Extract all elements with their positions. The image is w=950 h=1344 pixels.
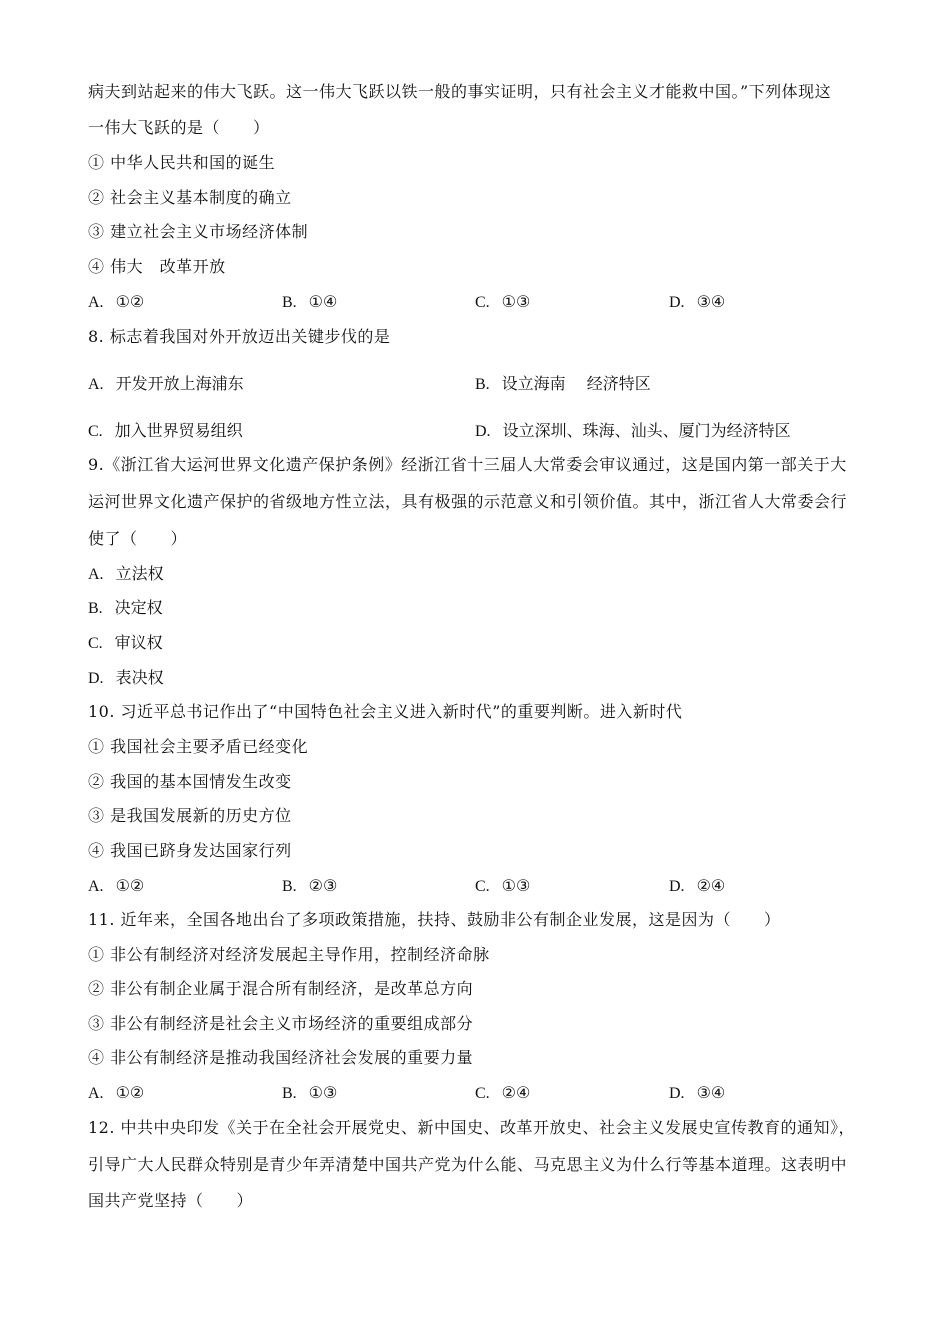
option-letter: B. xyxy=(282,1085,297,1102)
q8-option-a xyxy=(88,374,244,395)
q9-stem-line-2: 运河世界文化遗产保护的省级地方性立法，具有极强的示范意义和引领价值。其中，浙江省人大常委会行 xyxy=(88,492,848,511)
option-text: ②③ xyxy=(308,876,338,895)
option-letter: A. xyxy=(88,294,104,311)
q7-option-d xyxy=(669,292,725,313)
option-letter: C. xyxy=(475,294,490,311)
option-letter: D. xyxy=(475,423,491,440)
option-letter: C. xyxy=(475,1085,490,1102)
option-letter: D. xyxy=(669,294,685,311)
option-text: 立法权 xyxy=(115,564,164,583)
option-text: ②④ xyxy=(696,876,726,895)
q10-item-1: ① 我国社会主要矛盾已经变化 xyxy=(88,737,309,756)
q10-item-2: ② 我国的基本国情发生改变 xyxy=(88,772,292,791)
q10-item-3: ③ 是我国发展新的历史方位 xyxy=(88,806,292,825)
q10-option-a xyxy=(88,876,144,897)
option-text: 设立海南 经济特区 xyxy=(501,374,651,393)
option-letter: D. xyxy=(669,878,685,895)
q10-item-4: ④ 我国已跻身发达国家行列 xyxy=(88,841,292,860)
q10-option-b xyxy=(282,876,337,897)
q12-stem-line-3: 国共产党坚持（ ） xyxy=(88,1191,254,1210)
q7-stem-line-1: 病夫到站起来的伟大飞跃。这一伟大飞跃以铁一般的事实证明，只有社会主义才能救中国。”下列体现这 xyxy=(88,82,832,101)
q7-option-c xyxy=(475,292,530,313)
q11-option-a xyxy=(88,1083,144,1104)
q7-item-2: ② 社会主义基本制度的确立 xyxy=(88,188,292,207)
option-text: ①② xyxy=(115,292,145,311)
q8-option-b xyxy=(475,374,651,395)
q7-option-a xyxy=(88,292,144,313)
q9-option-c xyxy=(88,633,163,654)
option-text: ①③ xyxy=(501,292,531,311)
option-text: ③④ xyxy=(696,292,726,311)
option-text: 决定权 xyxy=(114,598,163,617)
option-letter: B. xyxy=(88,600,103,617)
q11-item-2: ② 非公有制企业属于混合所有制经济，是改革总方向 xyxy=(88,979,474,998)
option-text: ①② xyxy=(115,1083,145,1102)
option-letter: B. xyxy=(282,878,297,895)
option-letter: A. xyxy=(88,1085,104,1102)
option-text: 加入世界贸易组织 xyxy=(114,421,243,440)
q8-option-c xyxy=(88,421,243,442)
q8-option-d xyxy=(475,421,791,442)
option-text: ①③ xyxy=(308,1083,338,1102)
q8-stem: 8. 标志着我国对外开放迈出关键步伐的是 xyxy=(88,327,391,346)
q11-option-c xyxy=(475,1083,530,1104)
q12-stem-line-2: 引导广大人民群众特别是青少年弄清楚中国共产党为什么能、马克思主义为什么行等基本道理。这表明中 xyxy=(88,1155,848,1174)
q11-item-4: ④ 非公有制经济是推动我国经济社会发展的重要力量 xyxy=(88,1048,474,1067)
q7-item-1: ① 中华人民共和国的诞生 xyxy=(88,153,276,172)
q10-stem: 10. 习近平总书记作出了“中国特色社会主义进入新时代”的重要判断。进入新时代 xyxy=(88,702,683,721)
q11-option-d xyxy=(669,1083,725,1104)
option-letter: C. xyxy=(88,635,103,652)
q11-item-1: ① 非公有制经济对经济发展起主导作用，控制经济命脉 xyxy=(88,945,490,964)
option-text: ①② xyxy=(115,876,145,895)
option-text: ①④ xyxy=(308,292,338,311)
option-text: 表决权 xyxy=(115,668,164,687)
option-text: ③④ xyxy=(696,1083,726,1102)
option-letter: C. xyxy=(88,423,103,440)
q11-option-b xyxy=(282,1083,337,1104)
q7-item-4: ④ 伟大 改革开放 xyxy=(88,257,226,276)
option-letter: B. xyxy=(475,376,490,393)
option-text: 设立深圳、珠海、汕头、厦门为经济特区 xyxy=(502,421,791,440)
option-text: 审议权 xyxy=(114,633,163,652)
q12-stem-line-1: 12. 中共中央印发《关于在全社会开展党史、新中国史、改革开放史、社会主义发展史宣传教育的通知》， xyxy=(88,1118,856,1137)
option-text: ①③ xyxy=(501,876,531,895)
q9-option-b xyxy=(88,598,163,619)
option-letter: A. xyxy=(88,878,104,895)
q7-option-b xyxy=(282,292,337,313)
q11-item-3: ③ 非公有制经济是社会主义市场经济的重要组成部分 xyxy=(88,1014,474,1033)
q9-stem-line-1: 9.《浙江省大运河世界文化遗产保护条例》经浙江省十三届人大常委会审议通过，这是国内第一部关于大 xyxy=(88,455,847,474)
q11-stem: 11. 近年来，全国各地出台了多项政策措施，扶持、鼓励非公有制企业发展，这是因为（ ） xyxy=(88,910,781,929)
option-letter: A. xyxy=(88,566,104,583)
option-letter: D. xyxy=(88,670,104,687)
option-text: ②④ xyxy=(501,1083,531,1102)
q10-option-c xyxy=(475,876,530,897)
option-letter: B. xyxy=(282,294,297,311)
q9-option-d xyxy=(88,668,164,689)
option-letter: C. xyxy=(475,878,490,895)
q9-option-a xyxy=(88,564,164,585)
q7-stem-line-2: 一伟大飞跃的是（ ） xyxy=(88,118,270,137)
option-text: 开发开放上海浦东 xyxy=(115,374,244,393)
option-letter: A. xyxy=(88,376,104,393)
option-letter: D. xyxy=(669,1085,685,1102)
q9-stem-line-3: 使了（ ） xyxy=(88,529,188,548)
q7-item-3: ③ 建立社会主义市场经济体制 xyxy=(88,222,309,241)
q10-option-d xyxy=(669,876,725,897)
